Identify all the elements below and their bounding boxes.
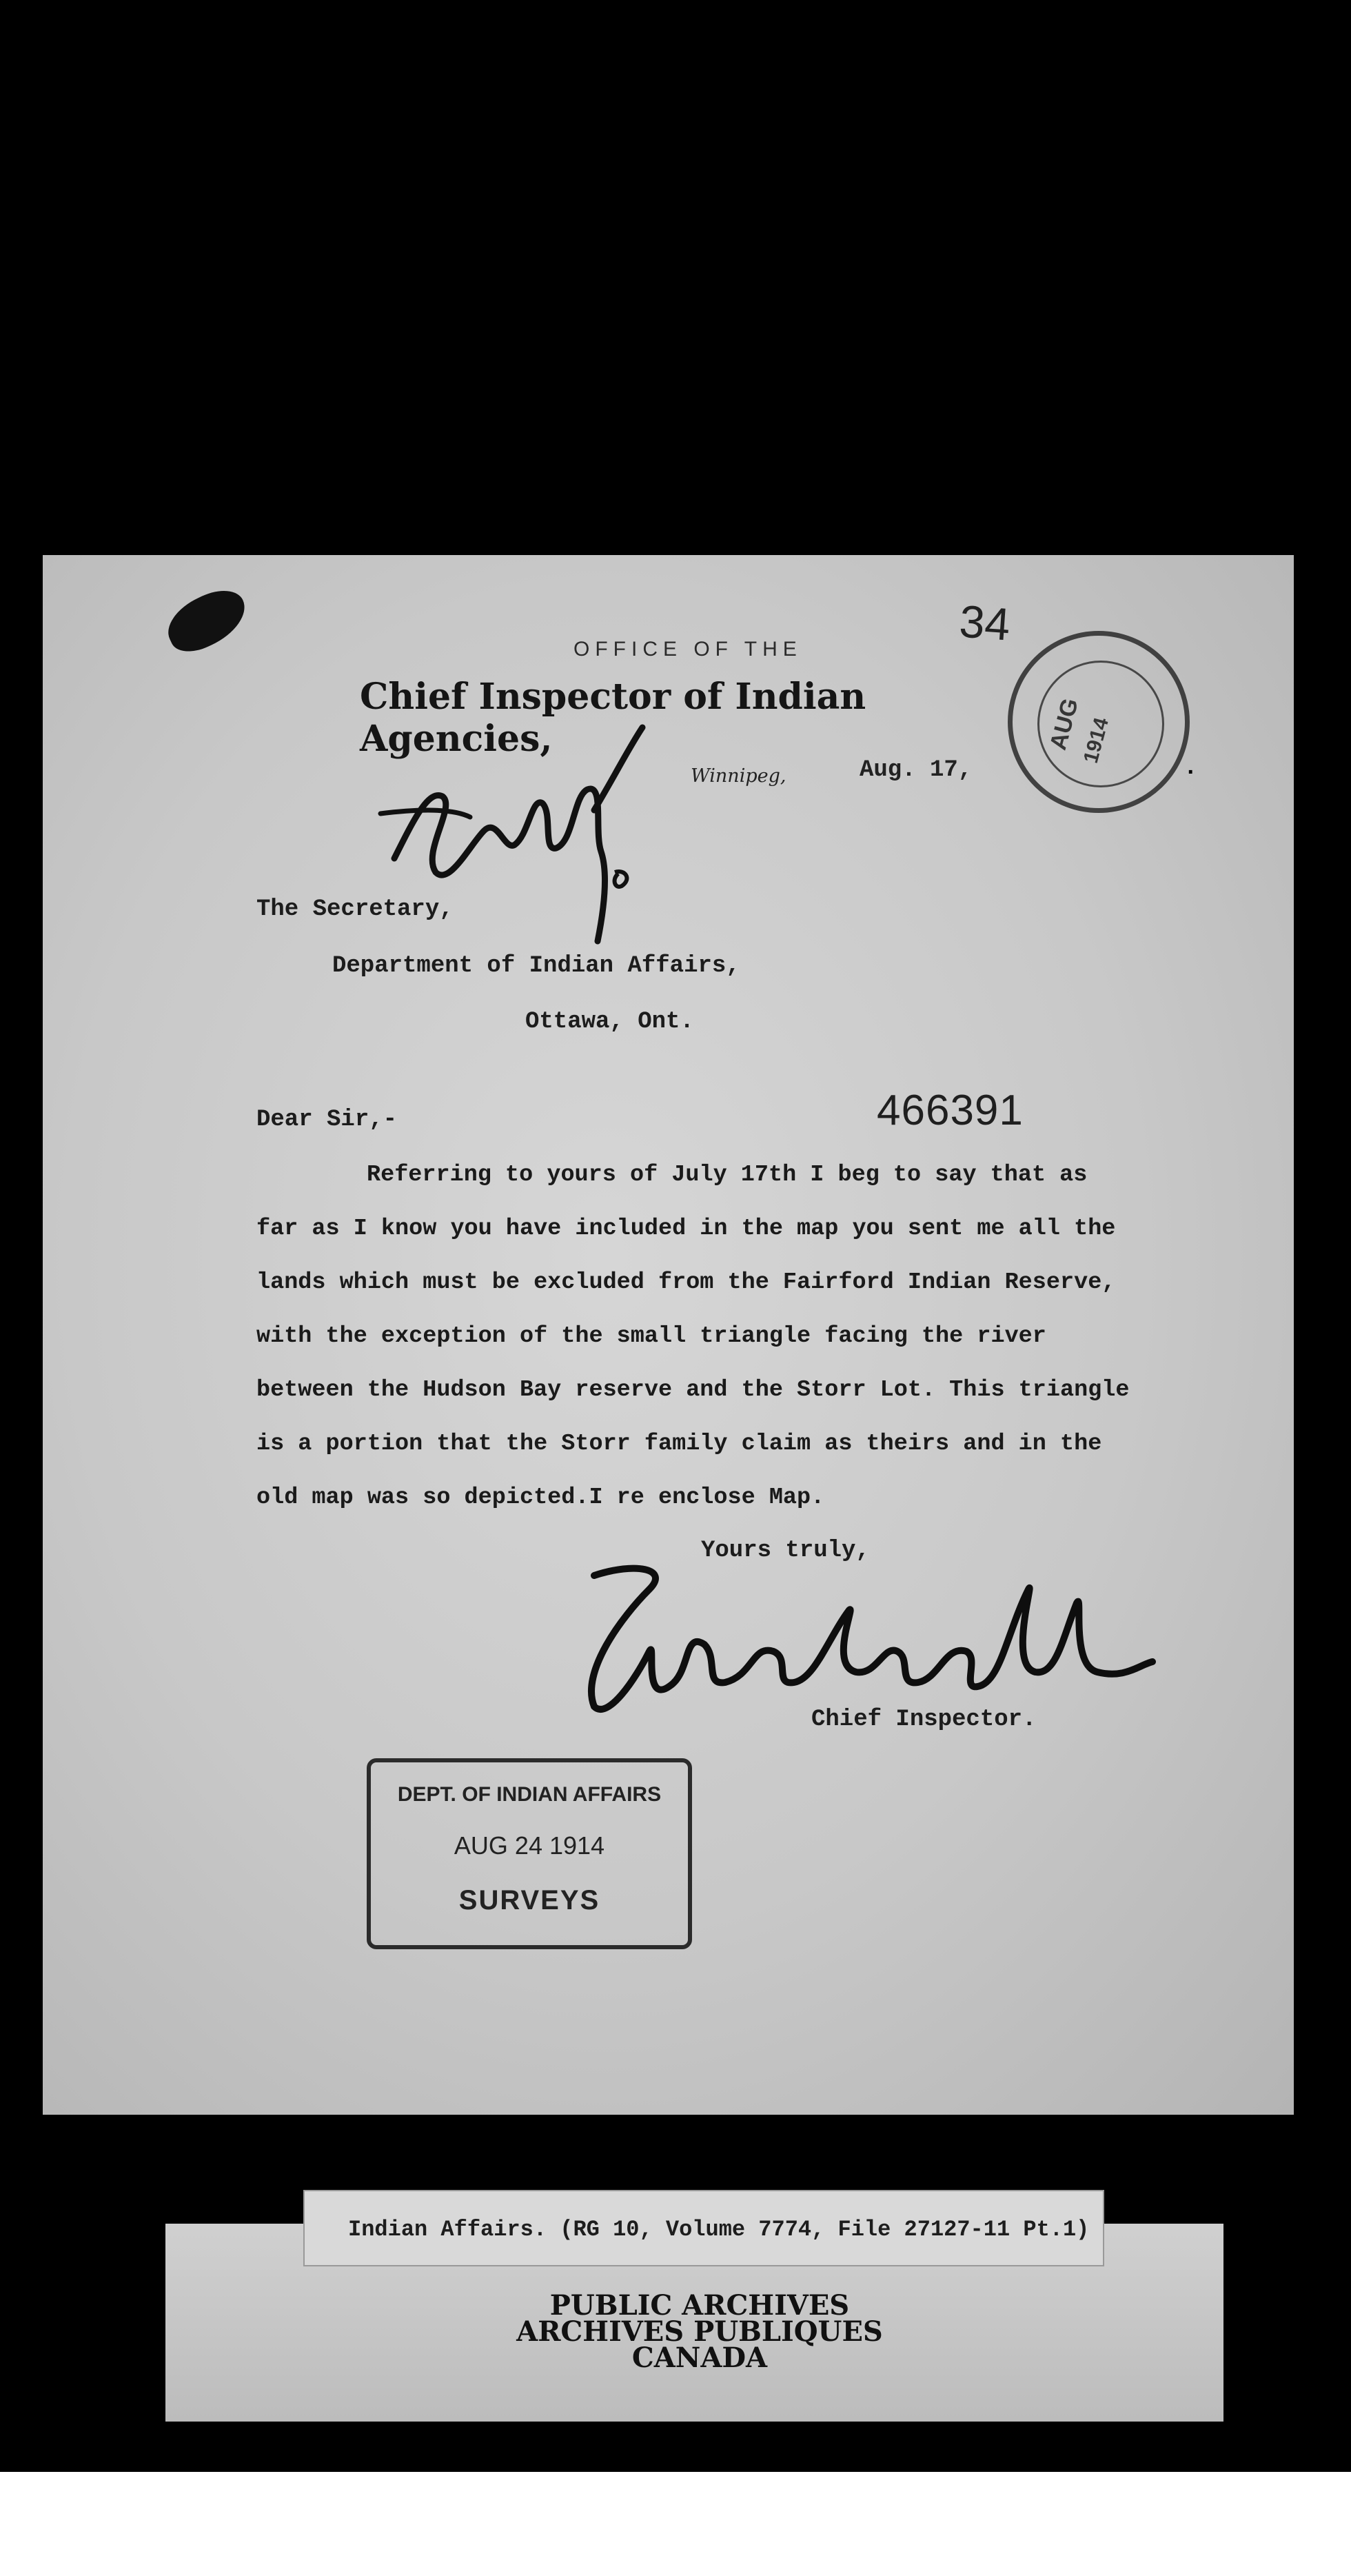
date-period: . bbox=[1184, 755, 1198, 781]
department-received-stamp bbox=[367, 1758, 692, 1949]
file-number: 34 bbox=[957, 595, 1012, 650]
received-stamp-year: 1914 bbox=[1079, 715, 1114, 766]
closing: Yours truly, bbox=[701, 1538, 870, 1564]
letterhead-office-of: OFFICE OF THE bbox=[573, 638, 802, 661]
received-stamp-month: AUG bbox=[1044, 695, 1084, 753]
survey-handwritten-note bbox=[367, 714, 670, 969]
received-stamp bbox=[1008, 631, 1190, 813]
signer-title: Chief Inspector. bbox=[811, 1707, 1037, 1733]
archive-reference: Indian Affairs. (RG 10, Volume 7774, File 27127-11 Pt.1) bbox=[348, 2217, 1090, 2242]
recipient-line-1: The Secretary, bbox=[256, 896, 454, 923]
archive-stamp bbox=[476, 2289, 924, 2374]
bottom-margin bbox=[0, 2472, 1351, 2576]
letter-page bbox=[43, 555, 1294, 2115]
body-line: is a portion that the Storr family claim as theirs and in the bbox=[256, 1431, 1102, 1457]
dept-stamp-branch: SURVEYS bbox=[458, 1885, 600, 1915]
signature bbox=[553, 1548, 1159, 1727]
letterhead-title: Chief Inspector of Indian Agencies, bbox=[360, 676, 866, 760]
body-line: with the exception of the small triangle facing the river bbox=[256, 1323, 1046, 1349]
registry-number: 466391 bbox=[877, 1087, 1024, 1134]
body-line: old map was so depicted.I re enclose Map. bbox=[256, 1485, 825, 1511]
ink-blot bbox=[159, 581, 254, 660]
archive-line-1: PUBLIC ARCHIVES bbox=[549, 2289, 850, 2322]
recipient-line-2: Department of Indian Affairs, bbox=[332, 953, 740, 979]
dept-stamp-date: AUG 24 1914 bbox=[454, 1831, 605, 1860]
recipient-line-3: Ottawa, Ont. bbox=[525, 1009, 694, 1035]
archive-line-3: CANADA bbox=[631, 2342, 768, 2374]
body-line: far as I know you have included in the map you sent me all the bbox=[256, 1216, 1116, 1242]
body-line: between the Hudson Bay reserve and the Storr Lot. This triangle bbox=[256, 1377, 1130, 1403]
archive-line-2: ARCHIVES PUBLIQUES bbox=[516, 2315, 883, 2348]
letter-date: Aug. 17, bbox=[860, 757, 973, 783]
letterhead-place: Winnipeg, bbox=[691, 765, 786, 787]
dept-stamp-line-1: DEPT. OF INDIAN AFFAIRS bbox=[397, 1783, 662, 1806]
body-line: lands which must be excluded from the Fairford Indian Reserve, bbox=[256, 1269, 1116, 1296]
body-line: Referring to yours of July 17th I beg to say that as bbox=[367, 1162, 1088, 1188]
salutation: Dear Sir,- bbox=[256, 1107, 398, 1133]
